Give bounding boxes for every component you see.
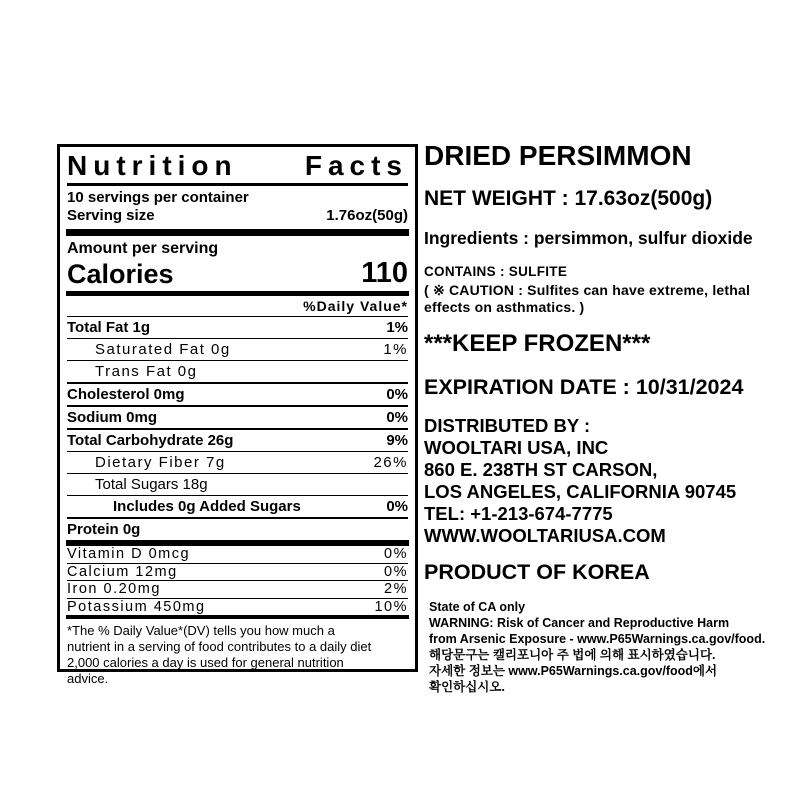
ingredients: Ingredients : persimmon, sulfur dioxide <box>424 228 753 248</box>
nutrient-rows <box>67 317 408 540</box>
serving-size-row <box>67 207 408 229</box>
nutrient-row <box>67 360 408 382</box>
nutrient-row <box>67 428 408 451</box>
nutrient-name: Vitamin D 0mcg <box>67 546 191 563</box>
nutrient-name: Calcium 12mg <box>67 563 178 580</box>
nutrient-row <box>67 451 408 473</box>
nutrient-name: Trans Fat 0g <box>95 363 198 381</box>
amount-per-serving-label: Amount per serving <box>67 240 219 258</box>
nutrient-daily-value: 0% <box>386 386 408 404</box>
nutrient-name: Cholesterol 0mg <box>67 386 185 404</box>
sulfite-caution: ( ※ CAUTION : Sulfites can have extreme, lethal effects on asthmatics. ) <box>424 282 751 315</box>
calories-value: 110 <box>361 257 408 290</box>
serving-size-label: Serving size <box>67 207 155 225</box>
expiration-date: EXPIRATION DATE : 10/31/2024 <box>424 375 744 399</box>
servings-per-container: 10 servings per container <box>67 189 249 207</box>
nutrient-daily-value: 1% <box>386 319 408 337</box>
nutrient-name: Potassium 450mg <box>67 598 206 615</box>
nutrition-facts-title-word-2: Facts <box>304 150 408 181</box>
nutrient-name: Saturated Fat 0g <box>95 341 231 359</box>
calories-row <box>67 258 408 291</box>
nutrient-daily-value: 1% <box>383 341 408 359</box>
nutrient-daily-value: 9% <box>386 432 408 450</box>
nutrient-daily-value: 26% <box>373 454 408 472</box>
nutrition-facts-title-word-1: Nutrition <box>67 150 238 181</box>
daily-value-footnote: *The % Daily Value*(DV) tells you how much a nutrient in a serving of food contributes to a daily diet 2,000 calories a day is used for general nutrition advice. <box>67 623 372 687</box>
nutrient-daily-value: 0% <box>386 409 408 427</box>
nutrient-name: Dietary Fiber 7g <box>95 454 226 472</box>
nutrient-name: Total Fat 1g <box>67 319 151 337</box>
nutrient-name: Iron 0.20mg <box>67 581 161 598</box>
nutrient-row <box>67 338 408 360</box>
distributor-info: DISTRIBUTED BY : WOOLTARI USA, INC 860 E. 238TH ST CARSON, LOS ANGELES, CALIFORNIA 90745 TEL: +1-213-674-7775 WWW.WOOLTARIUSA.COM <box>424 415 737 546</box>
product-info-panel <box>424 141 796 695</box>
nutrient-row <box>67 546 408 563</box>
nutrient-row <box>67 580 408 598</box>
nutrient-daily-value: 0% <box>384 563 408 580</box>
net-weight: NET WEIGHT : 17.63oz(500g) <box>424 187 713 210</box>
nutrient-name: Protein 0g <box>67 521 141 539</box>
nutrient-name: Total Carbohydrate 26g <box>67 432 234 450</box>
country-of-origin: PRODUCT OF KOREA <box>424 560 650 584</box>
nutrient-row <box>67 517 408 540</box>
nutrient-name: Sodium 0mg <box>67 409 158 427</box>
nutrient-row <box>67 598 408 616</box>
keep-frozen-notice: ***KEEP FROZEN*** <box>424 330 651 357</box>
prop65-warning-body: WARNING: Risk of Cancer and Reproductive Harm from Arsenic Exposure - www.P65Warnings.ca.gov/food. 해당문구는 캘리포니아 주 법에 의해 표시하였습니다. 자세한 정보는 www.P65Warnings.ca.gov/food에서 확인하십시오. <box>429 616 766 694</box>
nutrition-facts-title <box>67 147 408 186</box>
daily-value-header: %Daily Value* <box>67 296 408 317</box>
nutrient-row <box>67 563 408 581</box>
nutrient-row <box>67 405 408 428</box>
nutrient-row <box>67 317 408 338</box>
nutrient-daily-value: 0% <box>386 498 408 516</box>
allergen-contains: CONTAINS : SULFITE <box>424 264 568 279</box>
prop65-warning <box>424 600 796 695</box>
nutrition-facts-panel <box>57 144 418 687</box>
nutrient-row <box>67 495 408 517</box>
vitamin-mineral-rows <box>67 546 408 615</box>
nutrient-daily-value: 10% <box>374 598 408 615</box>
nutrient-name: Includes 0g Added Sugars <box>113 498 301 516</box>
product-name: DRIED PERSIMMON <box>424 140 692 171</box>
thick-divider <box>66 229 409 236</box>
nutrient-daily-value: 0% <box>384 546 408 563</box>
nutrient-daily-value: 2% <box>384 581 408 598</box>
nutrient-row <box>67 473 408 495</box>
serving-size-value: 1.76oz(50g) <box>326 207 408 225</box>
prop65-warning-heading: State of CA only <box>429 600 526 614</box>
calories-label: Calories <box>67 259 174 290</box>
nutrient-row <box>67 382 408 405</box>
nutrient-name: Total Sugars 18g <box>95 476 208 494</box>
